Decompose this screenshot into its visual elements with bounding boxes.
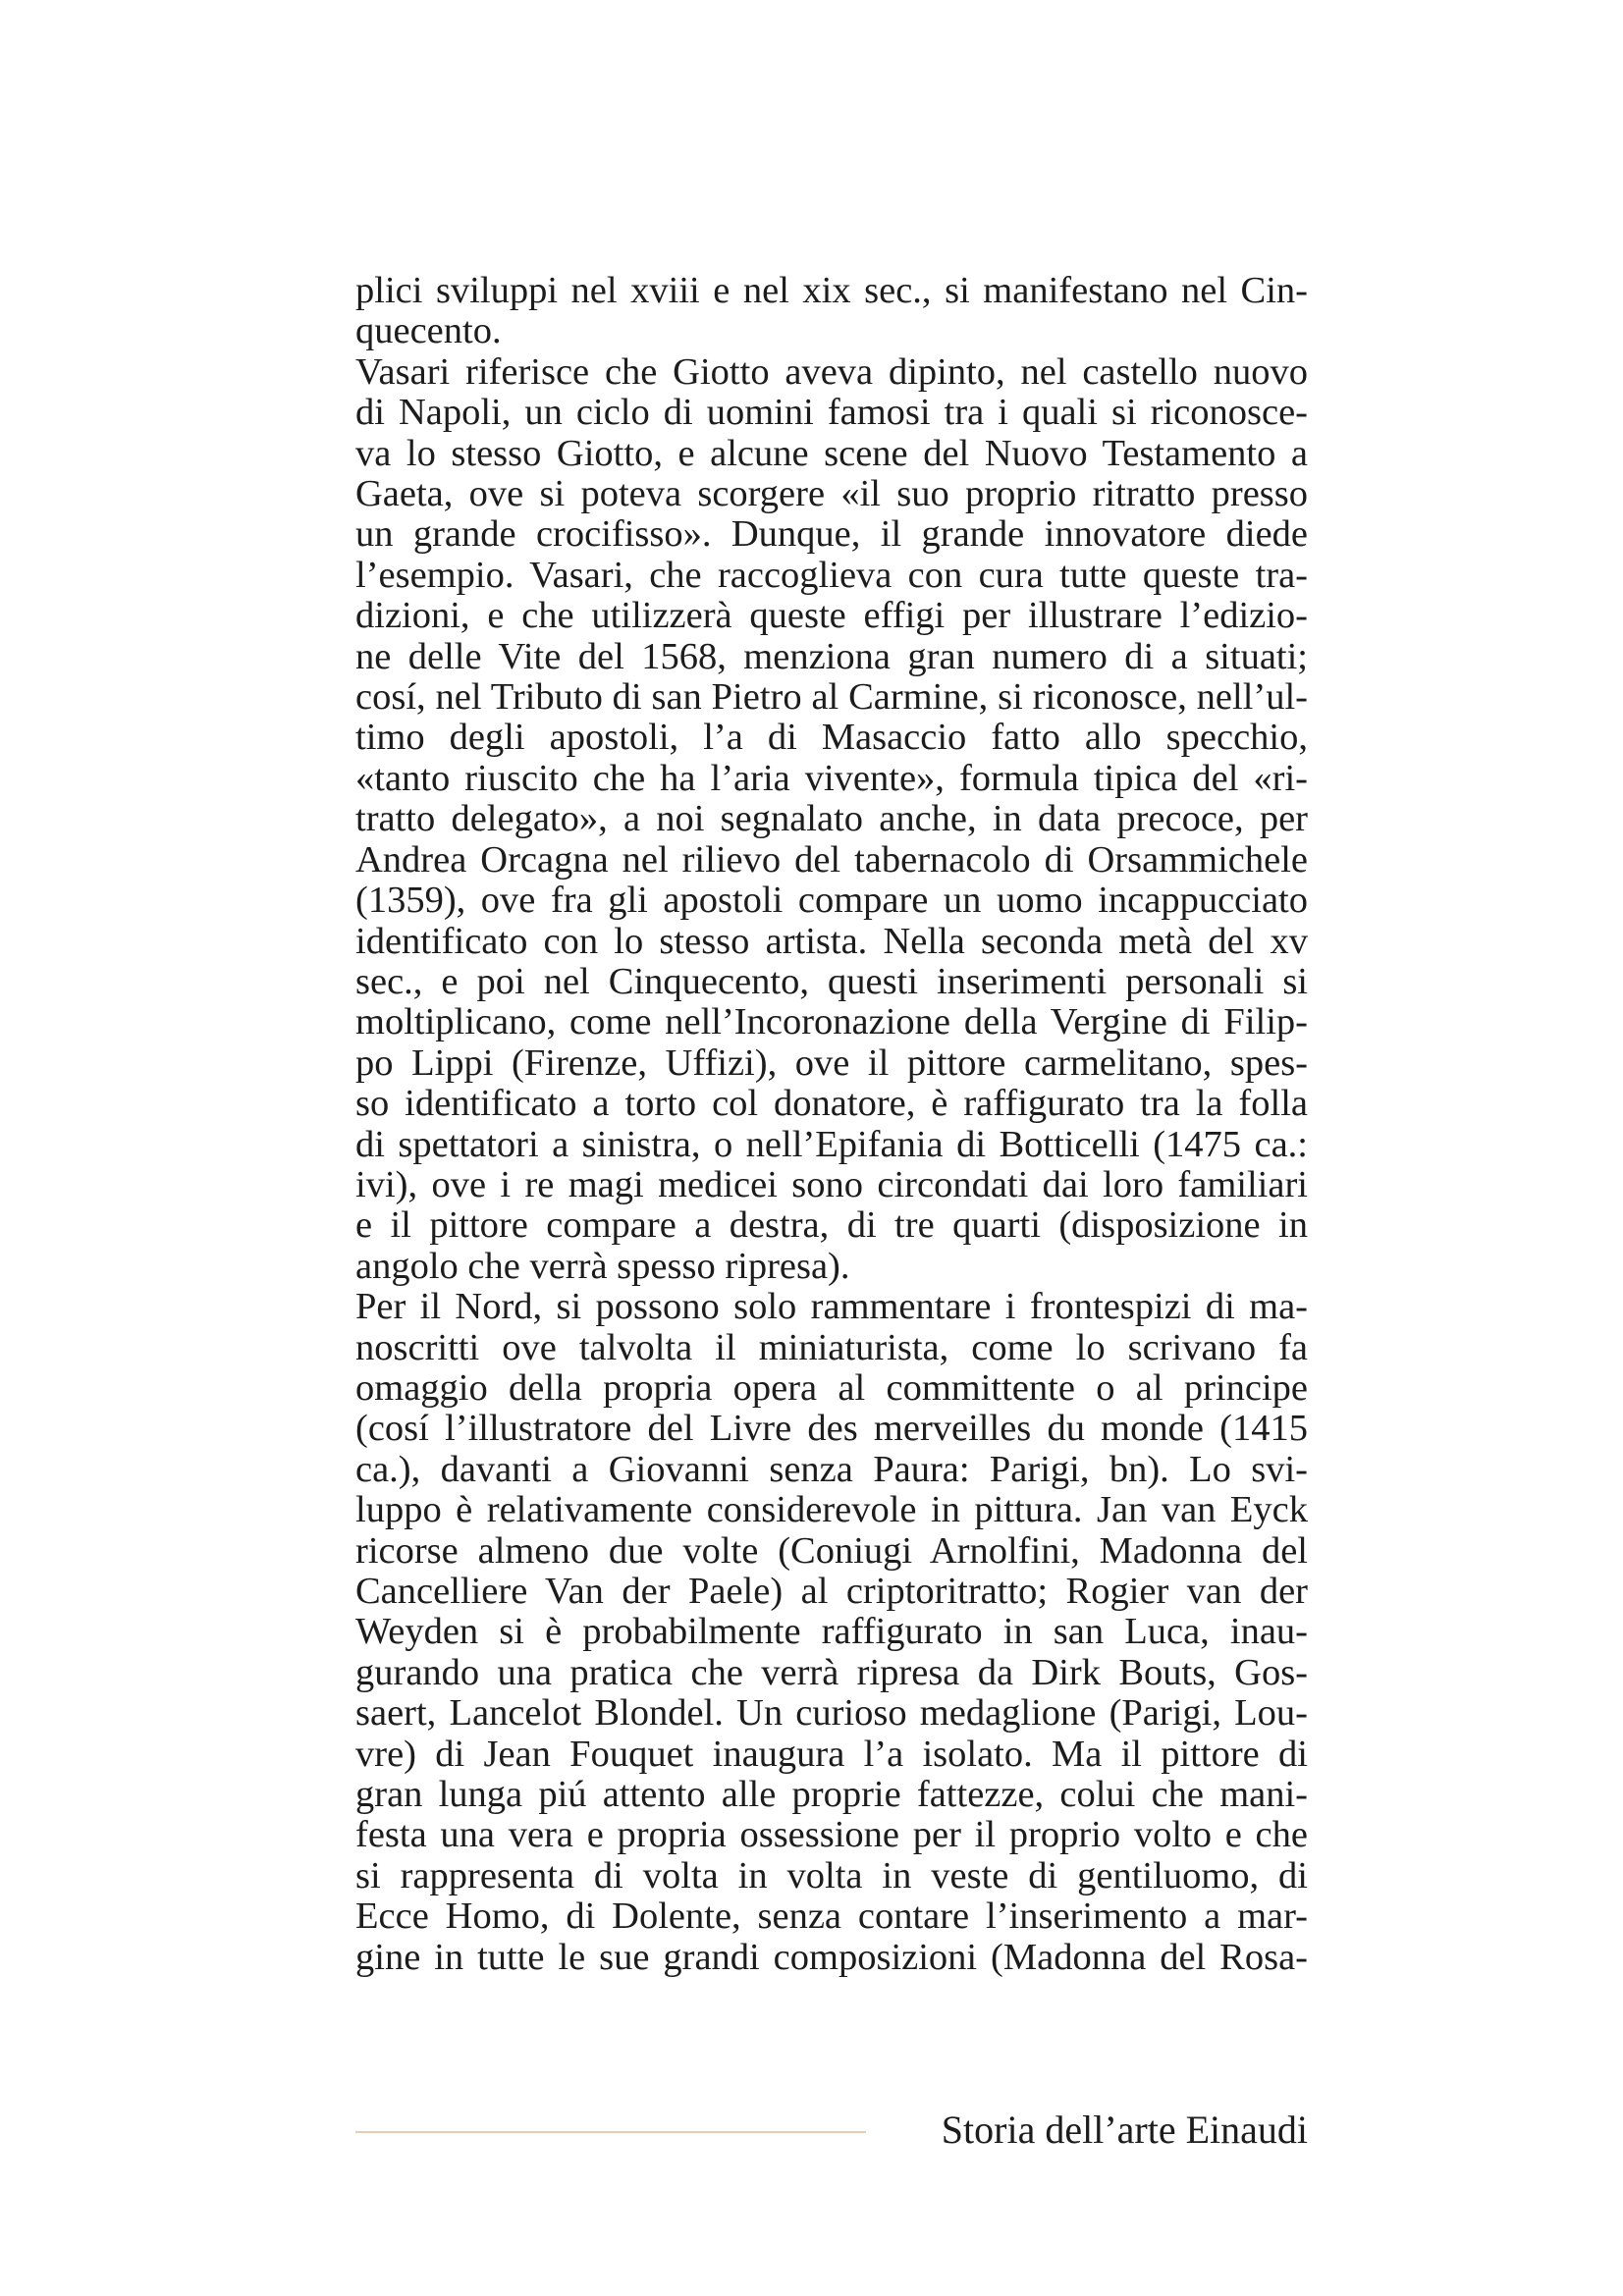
text-line: gurando una pratica che verrà ripresa da Dirk Bouts, Gos- [355,1651,1308,1693]
text-line: noscritti ove talvolta il miniaturista, come lo scrivano fa [355,1326,1308,1368]
body-text [355,271,1308,1978]
text-line: Weyden si è probabilmente raffigurato in san Luca, inau- [355,1611,1308,1653]
text-line: omaggio della propria opera al committente o al principe [355,1366,1308,1409]
text-line: ca.), davanti a Giovanni senza Paura: Parigi, bn). Lo svi- [355,1448,1308,1490]
text-line: Per il Nord, si possono solo rammentare i frontespizi di ma- [355,1286,1308,1328]
text-line: gran lunga piú attento alle proprie fattezze, colui che mani- [355,1774,1308,1816]
text-line: moltiplicano, come nell’Incoronazione della Vergine di Filip- [355,1001,1308,1043]
text-line: ricorse almeno due volte (Coniugi Arnolfini, Madonna del [355,1529,1308,1572]
text-line: po Lippi (Firenze, Uffizi), ove il pittore carmelitano, spes- [355,1041,1308,1084]
text-line: Vasari riferisce che Giotto aveva dipinto, nel castello nuovo [355,350,1308,393]
text-line: va lo stesso Giotto, e alcune scene del Nuovo Testamento a [355,432,1308,474]
footer-title: Storia dell’arte Einaudi [941,2108,1308,2152]
text-line: Gaeta, ove si poteva scorgere «il suo proprio ritratto presso [355,473,1308,515]
text-line: luppo è relativamente considerevole in pittura. Jan van Eyck [355,1489,1308,1531]
text-line: si rappresenta di volta in volta in veste di gentiluomo, di [355,1854,1308,1896]
text-line: di Napoli, un ciclo di uomini famosi tra i quali si riconosce- [355,392,1308,434]
text-line: Ecce Homo, di Dolente, senza contare l’inserimento a mar- [355,1896,1308,1938]
footer-rule [355,2131,866,2133]
text-line: ne delle Vite del 1568, menziona gran numero di a situati; [355,635,1308,677]
text-line: ivi), ove i re magi medicei sono circondati dai loro familiari [355,1163,1308,1205]
text-line: timo degli apostoli, l’a di Masaccio fatto allo specchio, [355,717,1308,759]
text-line: l’esempio. Vasari, che raccoglieva con cura tutte queste tra- [355,554,1308,596]
text-line: e il pittore compare a destra, di tre quarti (disposizione in [355,1204,1308,1247]
text-line: di spettatori a sinistra, o nell’Epifania di Botticelli (1475 ca.: [355,1123,1308,1165]
text-line: gine in tutte le sue grandi composizioni (Madonna del Rosa- [355,1936,1308,1978]
text-line: angolo che verrà spesso ripresa). [355,1245,850,1287]
text-line: un grande crocifisso». Dunque, il grande innovatore diede [355,513,1308,556]
text-line: saert, Lancelot Blondel. Un curioso medaglione (Parigi, Lou- [355,1692,1308,1735]
text-line: cosí, nel Tributo di san Pietro al Carmine, si riconosce, nell’ul- [355,676,1308,719]
text-line: (1359), ove fra gli apostoli compare un uomo incappucciato [355,880,1308,922]
text-line: sec., e poi nel Cinquecento, questi inserimenti personali si [355,960,1308,1002]
text-line: quecento. [355,310,502,352]
text-line: identificato con lo stesso artista. Nella seconda metà del xv [355,920,1308,962]
text-line: Cancelliere Van der Paele) al criptoritratto; Rogier van der [355,1571,1308,1612]
text-line: tratto delegato», a noi segnalato anche, in data precoce, per [355,798,1308,840]
text-line: so identificato a torto col donatore, è raffigurato tra la folla [355,1083,1308,1125]
text-line: Andrea Orcagna nel rilievo del tabernacolo di Orsammichele [355,838,1308,881]
text-line: dizioni, e che utilizzerà queste effigi per illustrare l’edizio- [355,595,1308,637]
text-line: festa una vera e propria ossessione per il proprio volto e che [355,1814,1308,1856]
text-line: «tanto riuscito che ha l’aria vivente», formula tipica del «ri- [355,757,1308,799]
text-line: (cosí l’illustratore del Livre des merveilles du monde (1415 [355,1408,1308,1450]
text-line: plici sviluppi nel xviii e nel xix sec., si manifestano nel Cin- [355,270,1308,311]
text-line: vre) di Jean Fouquet inaugura l’a isolato. Ma il pittore di [355,1733,1308,1775]
